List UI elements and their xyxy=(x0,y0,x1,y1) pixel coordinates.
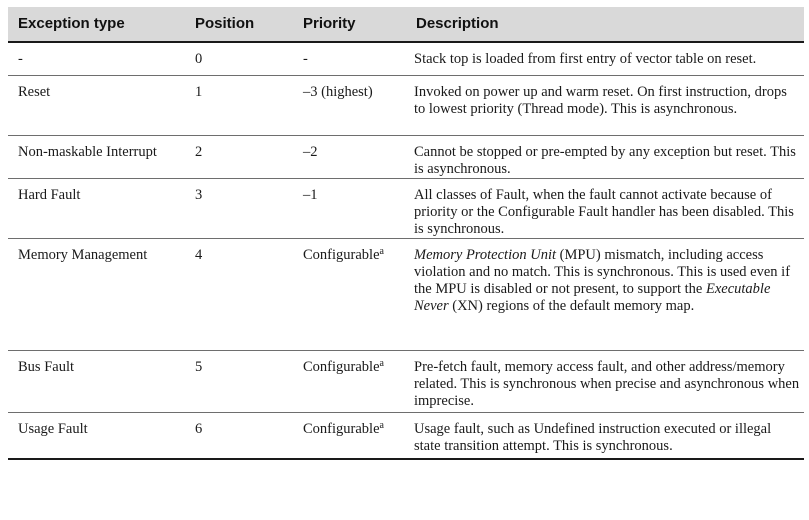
table-row xyxy=(8,412,804,459)
priority-text: Configurable xyxy=(303,246,380,263)
cell-description: Invoked on power up and warm reset. On first instruction, drops to lowest priority (Thread mode). This is asynchronous. xyxy=(406,75,804,135)
footnote-marker: a xyxy=(379,419,384,431)
table-row xyxy=(8,75,804,135)
cell-description: Pre-fetch fault, memory access fault, and other address/memory related. This is synchronous when precise and asynchronous when imprecise. xyxy=(406,350,804,412)
header-position: Position xyxy=(185,7,293,42)
cell-exception-type: Reset xyxy=(8,75,185,135)
cell-priority: –1 xyxy=(293,178,406,238)
header-exception-type: Exception type xyxy=(8,7,185,42)
table-row xyxy=(8,135,804,178)
cell-position: 2 xyxy=(185,135,293,178)
table-row xyxy=(8,178,804,238)
header-row xyxy=(8,7,804,42)
desc-italic-xn: Executable Never xyxy=(414,280,771,314)
cell-priority: –3 (highest) xyxy=(293,75,406,135)
footnote-marker: a xyxy=(379,357,384,369)
cell-exception-type: - xyxy=(8,42,185,75)
exception-types-table xyxy=(8,7,804,460)
cell-position: 3 xyxy=(185,178,293,238)
priority-text: Configurable xyxy=(303,358,380,375)
cell-exception-type: Usage Fault xyxy=(8,412,185,459)
table-row xyxy=(8,350,804,412)
cell-description: Stack top is loaded from first entry of vector table on reset. xyxy=(406,42,804,75)
cell-description: Usage fault, such as Undefined instruction executed or illegal state transition attempt. This is synchronous. xyxy=(406,412,804,459)
cell-position: 6 xyxy=(185,412,293,459)
footnote-marker: a xyxy=(379,245,384,257)
cell-exception-type: Bus Fault xyxy=(8,350,185,412)
cell-position: 5 xyxy=(185,350,293,412)
cell-priority: –2 xyxy=(293,135,406,178)
desc-italic-mpu: Memory Protection Unit xyxy=(414,246,557,263)
cell-description xyxy=(406,238,804,350)
header-description: Description xyxy=(406,7,804,42)
table-header xyxy=(8,7,804,42)
cell-description: All classes of Fault, when the fault cannot activate because of priority or the Configurable Fault handler has been disabled. This is synchronous. xyxy=(406,178,804,238)
cell-position: 4 xyxy=(185,238,293,350)
table-row xyxy=(8,42,804,75)
cell-priority xyxy=(293,412,406,459)
cell-priority: - xyxy=(293,42,406,75)
desc-text: (XN) regions of the default memory map. xyxy=(448,297,695,314)
cell-position: 0 xyxy=(185,42,293,75)
cell-priority xyxy=(293,238,406,350)
cell-exception-type: Hard Fault xyxy=(8,178,185,238)
header-priority: Priority xyxy=(293,7,406,42)
cell-priority xyxy=(293,350,406,412)
table-row xyxy=(8,238,804,350)
cell-exception-type: Memory Management xyxy=(8,238,185,350)
desc-text: (MPU) mismatch, including access violation and no match. This is synchronous. This is used even if the MPU is disabled or not present, to support the xyxy=(414,246,791,297)
cell-position: 1 xyxy=(185,75,293,135)
cell-exception-type: Non-maskable Interrupt xyxy=(8,135,185,178)
cell-description: Cannot be stopped or pre-empted by any exception but reset. This is asynchronous. xyxy=(406,135,804,178)
priority-text: Configurable xyxy=(303,420,380,437)
